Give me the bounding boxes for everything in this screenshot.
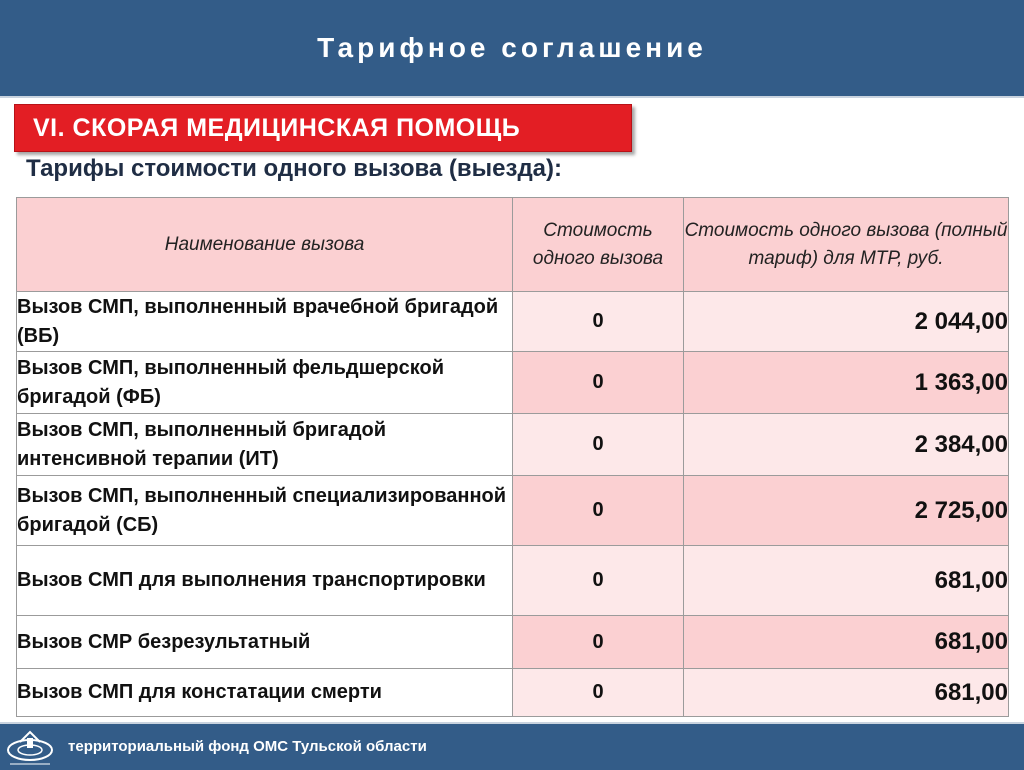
table-row	[17, 352, 1009, 414]
row-full-tariff: 681,00	[684, 616, 1009, 669]
row-name: Вызов СМП для выполнения транспортировки	[17, 546, 513, 616]
row-full-tariff: 1 363,00	[684, 352, 1009, 414]
row-name: Вызов СМП, выполненный бригадой интенсивной терапии (ИТ)	[17, 414, 513, 476]
row-cost: 0	[513, 476, 684, 546]
row-cost: 0	[513, 616, 684, 669]
row-name: Вызов СМП, выполненный врачебной бригадой (ВБ)	[17, 292, 513, 352]
section-title: VI. СКОРАЯ МЕДИЦИНСКАЯ ПОМОЩЬ	[33, 114, 521, 142]
row-cost: 0	[513, 546, 684, 616]
row-name: Вызов СМР безрезультатный	[17, 616, 513, 669]
oms-logo-icon	[4, 728, 56, 768]
row-full-tariff: 2 725,00	[684, 476, 1009, 546]
column-header-cost: Стоимость одного вызова	[513, 198, 684, 292]
header-bar	[0, 0, 1024, 98]
page-title: Тарифное соглашение	[317, 32, 707, 63]
row-cost: 0	[513, 352, 684, 414]
section-banner	[14, 104, 632, 152]
table-row	[17, 546, 1009, 616]
table-row	[17, 292, 1009, 352]
row-name: Вызов СМП, выполненный фельдшерской бригадой (ФБ)	[17, 352, 513, 414]
table-caption: Тарифы стоимости одного вызова (выезда):	[26, 155, 563, 182]
row-cost: 0	[513, 292, 684, 352]
column-header-name: Наименование вызова	[17, 198, 513, 292]
row-name: Вызов СМП, выполненный специализированной бригадой (СБ)	[17, 476, 513, 546]
footer-organization: территориальный фонд ОМС Тульской области	[68, 738, 427, 755]
row-cost: 0	[513, 669, 684, 717]
row-full-tariff: 2 384,00	[684, 414, 1009, 476]
table-header-row	[17, 198, 1009, 292]
footer-bar	[0, 722, 1024, 770]
row-cost: 0	[513, 414, 684, 476]
table-row	[17, 669, 1009, 717]
table-row	[17, 476, 1009, 546]
row-full-tariff: 681,00	[684, 546, 1009, 616]
row-full-tariff: 2 044,00	[684, 292, 1009, 352]
column-header-full-tariff: Стоимость одного вызова (полный тариф) для МТР, руб.	[684, 198, 1009, 292]
row-name: Вызов СМП для констатации смерти	[17, 669, 513, 717]
table-row	[17, 414, 1009, 476]
table-row	[17, 616, 1009, 669]
tariff-table	[16, 197, 1009, 717]
row-full-tariff: 681,00	[684, 669, 1009, 717]
